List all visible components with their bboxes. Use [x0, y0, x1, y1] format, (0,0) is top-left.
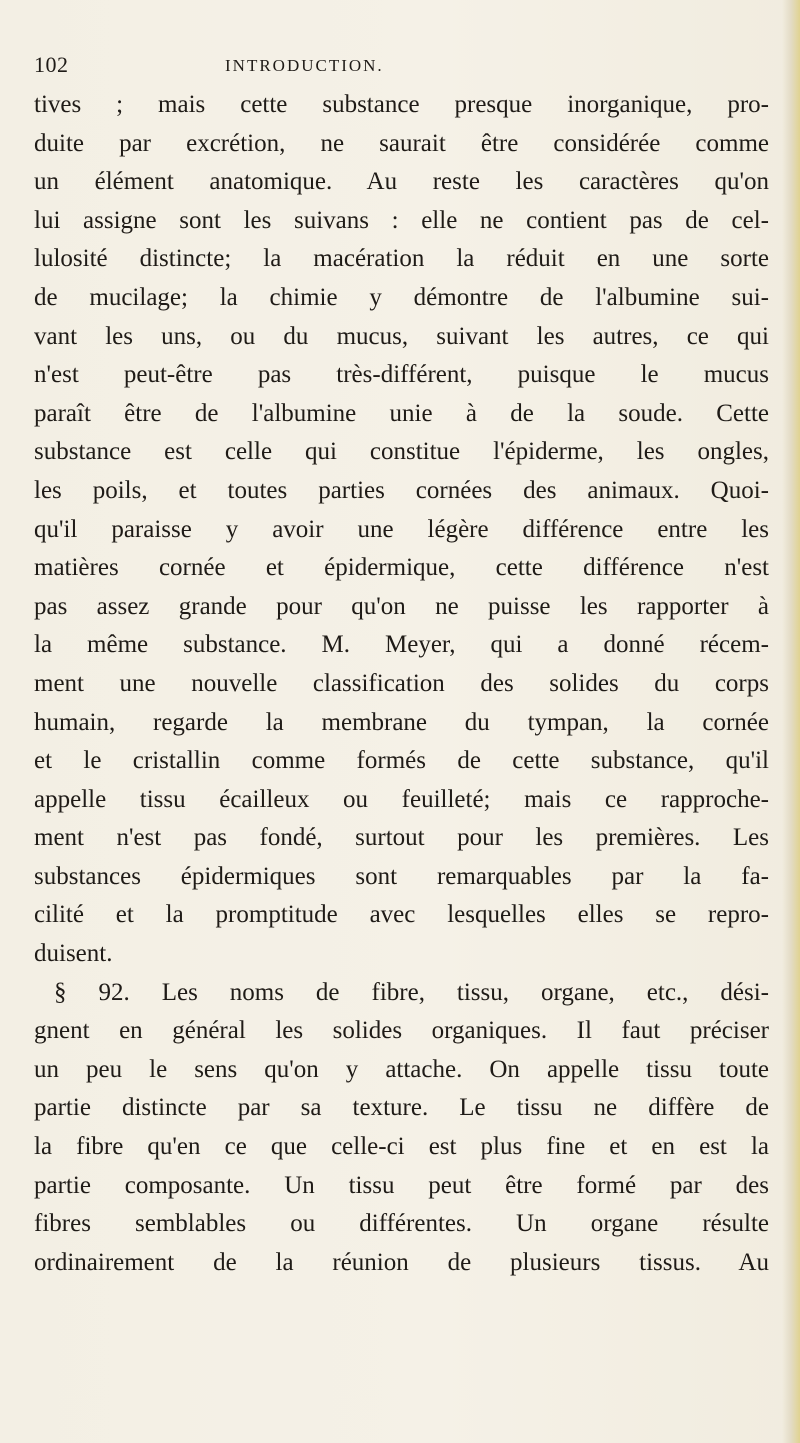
text-line: duite par excrétion, ne saurait être considérée comme [34, 129, 769, 157]
text-line: partie distincte par sa texture. Le tissu ne diffère de [34, 1094, 769, 1122]
text-line: vant les uns, ou du mucus, suivant les autres, ce qui [34, 322, 769, 350]
text-line: de mucilage; la chimie y démontre de l'albumine sui- [34, 283, 769, 311]
text-line: matières cornée et épidermique, cette différence n'est [34, 554, 769, 582]
text-line: un élément anatomique. Au reste les caractères qu'on [34, 168, 769, 196]
page-number: 102 [34, 52, 69, 77]
text-line: la même substance. M. Meyer, qui a donné récem- [34, 631, 769, 659]
text-line: cilité et la promptitude avec lesquelles elles se repro- [34, 901, 769, 929]
paragraph-end-line: duisent. [34, 940, 113, 968]
running-title: INTRODUCTION. [225, 56, 384, 75]
text-line: pas assez grande pour qu'on ne puisse les rapporter à [34, 592, 769, 620]
text-line: lui assigne sont les suivans : elle ne contient pas de cel- [34, 206, 769, 234]
text-line: fibres semblables ou différentes. Un organe résulte [34, 1210, 769, 1238]
text-line: ment n'est pas fondé, surtout pour les premières. Les [34, 824, 769, 852]
text-line: appelle tissu écailleux ou feuilleté; mais ce rapproche- [34, 785, 769, 813]
body-text [34, 86, 769, 1282]
text-line: n'est peut-être pas très-différent, puisque le mucus [34, 361, 769, 389]
page-header [34, 52, 734, 86]
text-line: paraît être de l'albumine unie à de la soude. Cette [34, 399, 769, 427]
section-92-start-line: § 92. Les noms de fibre, tissu, organe, etc., dési- [54, 978, 769, 1006]
text-line: ment une nouvelle classification des solides du corps [34, 669, 769, 697]
text-line: la fibre qu'en ce que celle-ci est plus fine et en est la [34, 1133, 769, 1161]
text-line: substances épidermiques sont remarquables par la fa- [34, 862, 769, 890]
text-line: humain, regarde la membrane du tympan, la cornée [34, 708, 769, 736]
text-line: lulosité distincte; la macération la réduit en une sorte [34, 245, 769, 273]
text-line: partie composante. Un tissu peut être formé par des [34, 1171, 769, 1199]
text-line: et le cristallin comme formés de cette substance, qu'il [34, 747, 769, 775]
text-line: qu'il paraisse y avoir une légère différence entre les [34, 515, 769, 543]
text-line: tives ; mais cette substance presque inorganique, pro- [34, 91, 769, 118]
page-edge-shadow [782, 0, 800, 1443]
text-line: ordinairement de la réunion de plusieurs tissus. Au [34, 1248, 769, 1276]
text-line: un peu le sens qu'on y attache. On appelle tissu toute [34, 1055, 769, 1083]
text-line: substance est celle qui constitue l'épiderme, les ongles, [34, 438, 769, 466]
text-line: les poils, et toutes parties cornées des animaux. Quoi- [34, 476, 769, 504]
text-line: gnent en général les solides organiques. Il faut préciser [34, 1017, 769, 1045]
